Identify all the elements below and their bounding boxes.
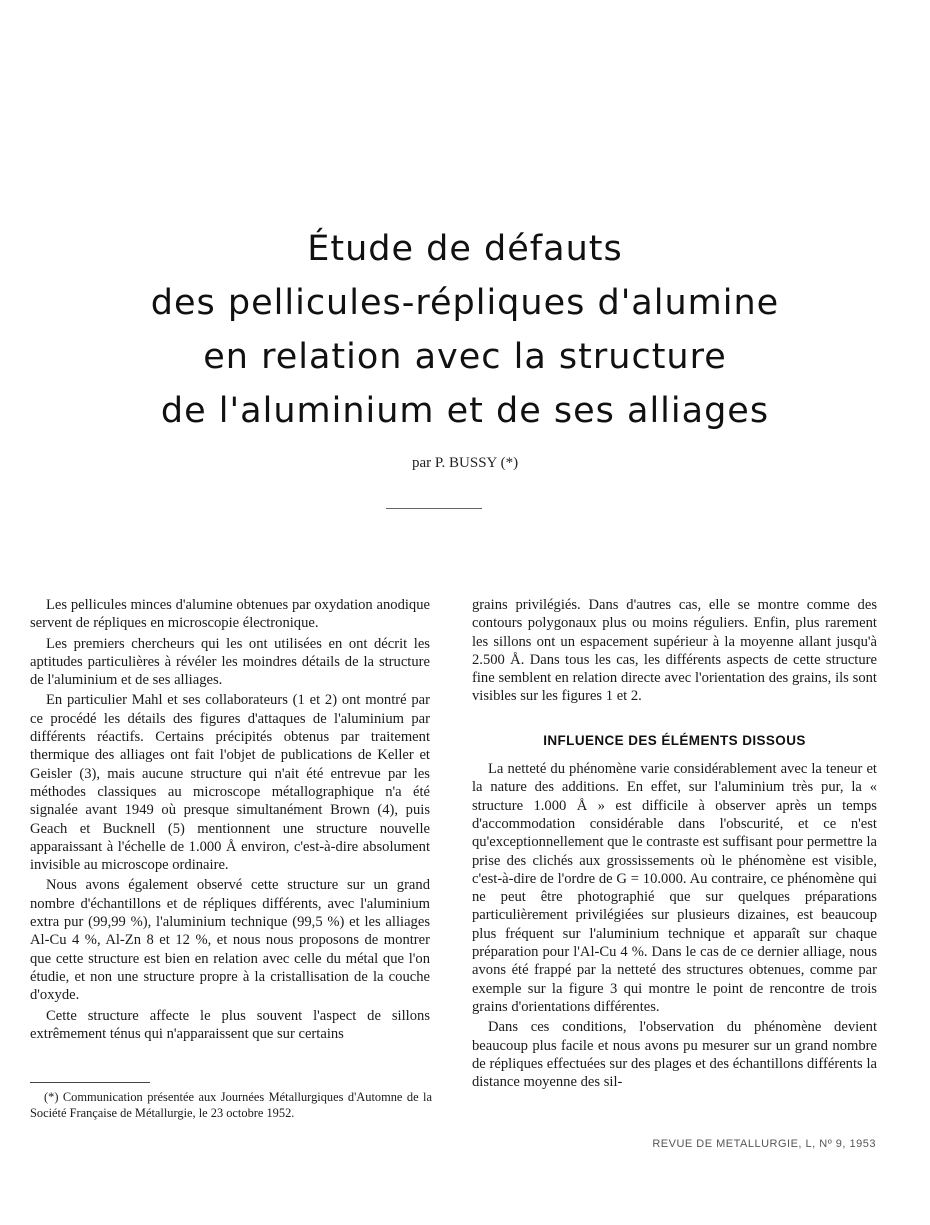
article-title	[0, 222, 930, 438]
paragraph: Dans ces conditions, l'observation du phénomène devient beaucoup plus facile et nous avons pu mesurer sur un grand nombre de répliques effectuées sur des plages et des échantillons différents la distance moyenne des sil-	[472, 1019, 877, 1091]
author-byline: par P. BUSSY (*)	[411, 455, 519, 471]
left-column	[30, 596, 430, 1045]
right-column	[472, 596, 877, 1093]
title-line-1: Étude de défauts	[307, 229, 623, 269]
paragraph: En particulier Mahl et ses collaborateurs (1 et 2) ont montré par ce procédé les détails des figures d'attaques de l'aluminium par différents réactifs. Certains précipités obtenus par traitement thermique des alliages ont fait l'objet de publications de Keller et Geisler (3), mais aucune structure qui n'ait été entrevue par les méthodes classiques au microscope métallographique n'a été signalée avant 1949 où presque simultanément Brown (4), puis Geach et Bucknell (5) mentionnent une structure nouvelle apparaissant à l'échelle de 1.000 Å environ, c'est-à-dire absolument invisible au microscope ordinaire.	[30, 692, 430, 874]
paragraph: Les premiers chercheurs qui les ont utilisées en ont décrit les aptitudes particulières à révéler les moindres détails de la structure de l'aluminium et de ses alliages.	[30, 635, 430, 689]
footnote-text: (*) Communication présentée aux Journées Métallurgiques d'Automne de la Société Française de Métallurgie, le 23 octobre 1952.	[30, 1090, 432, 1120]
title-line-2: des pellicules-répliques d'alumine	[150, 283, 780, 323]
footnote-divider	[30, 1082, 150, 1083]
journal-footer: REVUE DE METALLURGIE, L, Nº 9, 1953	[652, 1138, 876, 1150]
footnote	[30, 1089, 432, 1121]
title-line-3: en relation avec la structure	[203, 337, 727, 377]
paragraph: La netteté du phénomène varie considérablement avec la teneur et la nature des additions. En effet, sur l'aluminium très pur, la « structure 1.000 Å » est difficile à observer après un temps d'accommodation considérable dans l'obscurité, et ce n'est qu'exceptionnellement que le contraste est suffisant pour permettre la prise des clichés aux grossissements où le phénomène est visible, c'est-à-dire de l'ordre de G = 10.000. Au contraire, ce phénomène qui ne peut être photographié que sur quelques préparations particulièrement privilégiées sur plusieurs dizaines, est beaucoup plus fréquent sur l'aluminium technique et apparaît sur chaque préparation pour l'Al-Cu 4 %. Dans le cas de ce dernier alliage, nous avons été frappé par la netteté des structures obtenues, comme par exemple sur la figure 3 qui montre le point de rencontre de trois grains d'orientations différentes.	[472, 761, 877, 1015]
title-divider	[386, 508, 482, 509]
paragraph: Les pellicules minces d'alumine obtenues par oxydation anodique servent de répliques en microscopie électronique.	[30, 597, 430, 632]
paragraph: Cette structure affecte le plus souvent l'aspect de sillons extrêmement ténus qui n'apparaissent que sur certains	[30, 1007, 430, 1042]
title-line-4: de l'aluminium et de ses alliages	[160, 391, 770, 431]
paragraph-continuation: grains privilégiés. Dans d'autres cas, elle se montre comme des contours polygonaux plus ou moins réguliers. Enfin, plus rarement les sillons ont un espacement supérieur à la moyenne allant jusqu'à 2.500 Å. Dans tous les cas, les différents aspects de cette structure fine semblent en relation directe avec l'orientation des grains, ils sont visibles sur les figures 1 et 2.	[472, 597, 877, 705]
paragraph: Nous avons également observé cette structure sur un grand nombre d'échantillons et de répliques différents, avec l'aluminium extra pur (99,99 %), l'aluminium technique (99,5 %) et les alliages Al-Cu 4 %, Al-Zn 8 et 12 %, et nous nous proposons de montrer que cette structure est bien en relation avec celle du métal que l'on étudie, et non une structure propre à la cristallisation de la couche d'oxyde.	[30, 877, 430, 1004]
section-heading: INFLUENCE DES ÉLÉMENTS DISSOUS	[543, 732, 806, 748]
